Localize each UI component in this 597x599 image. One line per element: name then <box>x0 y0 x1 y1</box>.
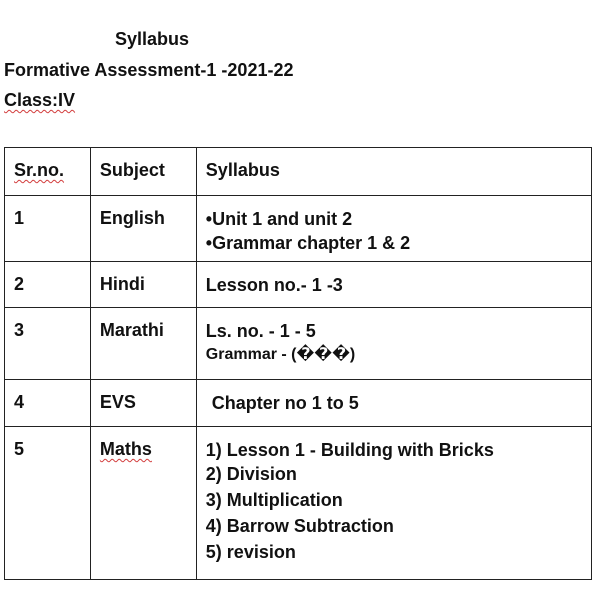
table-row <box>5 262 592 308</box>
syllabus-cell <box>196 380 591 427</box>
column-header-srno: Sr.no. <box>5 148 91 196</box>
sr-cell: 4 <box>5 380 91 427</box>
sr-cell: 1 <box>5 196 91 262</box>
syllabus-item: Ls. no. - 1 - 5 <box>205 321 316 341</box>
document-title: Syllabus <box>115 29 190 49</box>
syllabus-item: Grammar - (���) <box>205 346 356 363</box>
syllabus-cell <box>196 308 591 380</box>
syllabus-item: 5) revision <box>205 542 296 562</box>
subject-cell: Marathi <box>90 308 196 380</box>
syllabus-item: 1) Lesson 1 - Building with Bricks <box>205 440 494 460</box>
subject-cell: Maths <box>90 427 196 580</box>
assessment-heading: Formative Assessment-1 -2021-22 <box>4 60 294 80</box>
syllabus-cell <box>196 196 591 262</box>
syllabus-table <box>4 147 592 580</box>
table-row <box>5 196 592 262</box>
syllabus-item: 4) Barrow Subtraction <box>205 516 394 536</box>
table-row <box>5 427 592 580</box>
sr-cell: 5 <box>5 427 91 580</box>
column-header-syllabus: Syllabus <box>196 148 591 196</box>
subject-cell: English <box>90 196 196 262</box>
syllabus-item: • Unit 1 and unit 2 <box>206 208 591 230</box>
syllabus-item: 2) Division <box>205 464 297 484</box>
column-header-subject: Subject <box>90 148 196 196</box>
syllabus-cell <box>196 427 591 580</box>
sr-cell: 3 <box>5 308 91 380</box>
table-row <box>5 308 592 380</box>
class-label: Class:IV <box>4 90 76 110</box>
syllabus-item: • Grammar chapter 1 & 2 <box>206 230 591 256</box>
syllabus-cell <box>196 262 591 308</box>
table-header-row <box>5 148 592 196</box>
syllabus-item: Lesson no.- 1 -3 <box>205 275 343 295</box>
sr-cell: 2 <box>5 262 91 308</box>
subject-cell: EVS <box>90 380 196 427</box>
subject-cell: Hindi <box>90 262 196 308</box>
syllabus-item: Chapter no 1 to 5 <box>211 393 359 413</box>
table-row <box>5 380 592 427</box>
syllabus-item: 3) Multiplication <box>205 490 343 510</box>
